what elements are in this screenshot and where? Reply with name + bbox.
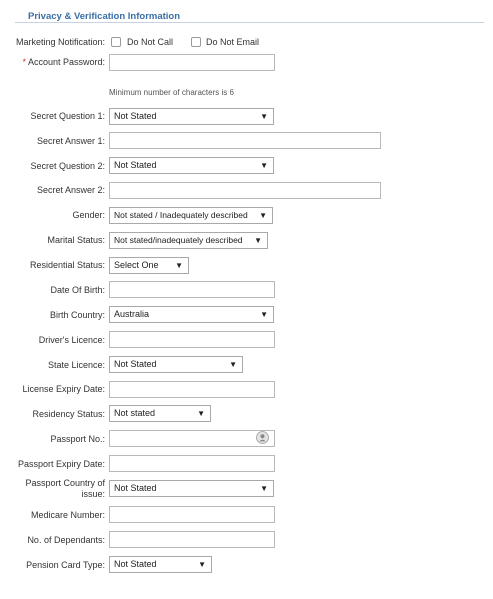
chevron-down-icon: ▼ — [260, 310, 268, 319]
section-divider — [15, 22, 484, 23]
do-not-call-checkbox[interactable] — [111, 37, 121, 47]
state-licence-select[interactable] — [109, 356, 243, 373]
chevron-down-icon: ▼ — [259, 211, 267, 220]
birth-country-value: Australia — [114, 309, 150, 319]
passport-no-input[interactable] — [109, 430, 275, 447]
secret-answer-1-label: Secret Answer 1: — [36, 136, 105, 146]
secret-question-1-label: Secret Question 1: — [30, 111, 105, 121]
pension-card-type-value: Not Stated — [114, 559, 157, 569]
secret-question-2-select[interactable] — [109, 157, 274, 174]
account-password-input[interactable] — [109, 54, 275, 71]
license-expiry-input[interactable] — [109, 381, 275, 398]
secret-question-2-label: Secret Question 2: — [30, 161, 105, 171]
account-password-label — [22, 57, 105, 68]
medicare-number-input[interactable] — [109, 506, 275, 523]
chevron-down-icon: ▼ — [175, 261, 183, 270]
marketing-notification-label: Marketing Notification: — [15, 37, 105, 47]
secret-question-1-select[interactable] — [109, 108, 274, 125]
state-licence-label: State Licence: — [47, 360, 105, 370]
birth-country-select[interactable] — [109, 306, 274, 323]
dependants-label: No. of Dependants: — [27, 535, 105, 545]
license-expiry-label: License Expiry Date: — [22, 384, 105, 394]
residential-status-select[interactable] — [109, 257, 189, 274]
drivers-licence-label: Driver's Licence: — [38, 335, 105, 345]
secret-answer-1-input[interactable] — [109, 132, 381, 149]
marital-status-value: Not stated/inadequately described — [114, 235, 243, 245]
passport-expiry-label: Passport Expiry Date: — [17, 459, 105, 469]
residential-status-value: Select One — [114, 260, 159, 270]
required-marker: * — [22, 57, 26, 67]
marital-status-label: Marital Status: — [47, 235, 105, 245]
chevron-down-icon: ▼ — [254, 236, 262, 245]
medicare-number-label: Medicare Number: — [30, 510, 105, 520]
state-licence-value: Not Stated — [114, 359, 157, 369]
marital-status-select[interactable] — [109, 232, 268, 249]
section-title: Privacy & Verification Information — [28, 11, 181, 22]
account-password-label-text: Account Password: — [27, 57, 105, 67]
secret-answer-2-input[interactable] — [109, 182, 381, 199]
passport-no-label: Passport No.: — [50, 434, 105, 444]
gender-value: Not stated / Inadequately described — [114, 210, 248, 220]
password-hint: Minimum number of characters is 6 — [109, 88, 234, 97]
residency-status-label: Residency Status: — [32, 409, 105, 419]
secret-question-1-value: Not Stated — [114, 111, 157, 121]
secret-answer-2-label: Secret Answer 2: — [36, 185, 105, 195]
residential-status-label: Residential Status: — [29, 260, 105, 270]
pension-card-type-label: Pension Card Type: — [26, 560, 105, 570]
chevron-down-icon: ▼ — [260, 112, 268, 121]
gender-select[interactable] — [109, 207, 273, 224]
passport-country-label: Passport Country of issue: — [25, 478, 105, 499]
date-of-birth-label: Date Of Birth: — [50, 285, 105, 295]
do-not-email-label: Do Not Email — [206, 37, 260, 47]
secret-question-2-value: Not Stated — [114, 160, 157, 170]
passport-expiry-input[interactable] — [109, 455, 275, 472]
residency-status-value: Not stated — [114, 408, 156, 418]
chevron-down-icon: ▼ — [260, 484, 268, 493]
passport-country-value: Not Stated — [114, 483, 157, 493]
do-not-call-label: Do Not Call — [127, 37, 174, 47]
chevron-down-icon: ▼ — [260, 161, 268, 170]
chevron-down-icon: ▼ — [197, 409, 205, 418]
passport-lookup-icon[interactable] — [256, 431, 269, 444]
residency-status-select[interactable] — [109, 405, 211, 422]
do-not-email-checkbox[interactable] — [191, 37, 201, 47]
gender-label: Gender: — [72, 210, 105, 220]
chevron-down-icon: ▼ — [198, 560, 206, 569]
pension-card-type-select[interactable] — [109, 556, 212, 573]
passport-country-select[interactable] — [109, 480, 274, 497]
drivers-licence-input[interactable] — [109, 331, 275, 348]
dependants-input[interactable] — [109, 531, 275, 548]
birth-country-label: Birth Country: — [49, 310, 105, 320]
date-of-birth-input[interactable] — [109, 281, 275, 298]
chevron-down-icon: ▼ — [229, 360, 237, 369]
